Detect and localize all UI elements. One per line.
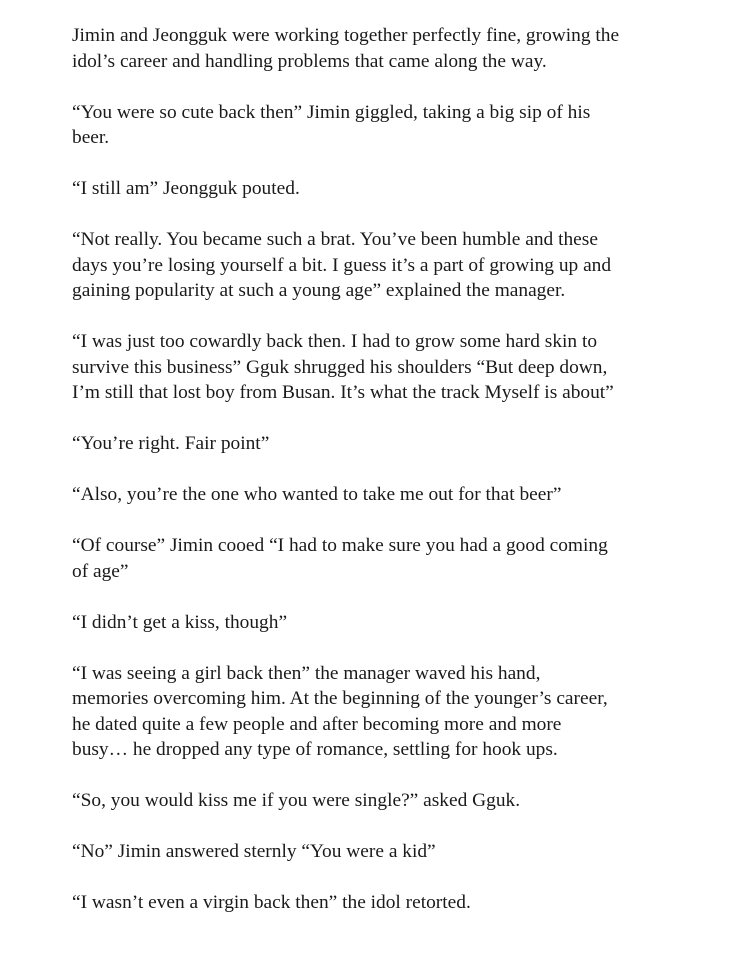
paragraph-line: “Not really. You became such a brat. You’ve been humble and these	[72, 229, 598, 250]
paragraph	[72, 610, 710, 636]
paragraph	[72, 533, 710, 584]
paragraph	[72, 431, 710, 457]
paragraph-line: “You were so cute back then” Jimin giggled, taking a big sip of his	[72, 101, 591, 123]
paragraph	[72, 890, 710, 916]
paragraph	[72, 839, 710, 865]
paragraph	[72, 788, 710, 814]
paragraph-line: “So, you would kiss me if you were single?” asked Gguk.	[72, 790, 521, 811]
paragraph-line: “I was seeing a girl back then” the manager waved his hand,	[72, 662, 541, 684]
paragraph	[72, 227, 710, 304]
paragraph	[72, 329, 710, 406]
paragraph-line: I’m still that lost boy from Busan. It’s what the track Myself is about”	[72, 382, 614, 403]
paragraph-line: survive this business” Gguk shrugged his shoulders “But deep down,	[72, 356, 608, 378]
paragraph-line: Jimin and Jeongguk were working together perfectly fine, growing the	[72, 25, 620, 46]
paragraph-line: beer.	[72, 127, 110, 148]
paragraph-line: days you’re losing yourself a bit. I guess it’s a part of growing up and	[72, 254, 612, 276]
paragraph-line: “Also, you’re the one who wanted to take me out for that beer”	[72, 484, 562, 505]
document-body	[72, 23, 710, 916]
paragraph-line: “I was just too cowardly back then. I had to grow some hard skin to	[72, 331, 598, 352]
paragraph	[72, 482, 710, 508]
paragraph-line: idol’s career and handling problems that came along the way.	[72, 50, 547, 72]
paragraph-line: memories overcoming him. At the beginning of the younger’s career,	[72, 688, 608, 709]
paragraph-line: “No” Jimin answered sternly “You were a kid”	[72, 841, 436, 862]
paragraph-line: “I still am” Jeongguk pouted.	[72, 178, 300, 199]
paragraph-line: he dated quite a few people and after becoming more and more	[72, 713, 562, 735]
paragraph	[72, 100, 710, 151]
paragraph-line: gaining popularity at such a young age” explained the manager.	[72, 280, 566, 301]
paragraph	[72, 23, 710, 74]
paragraph-line: “I didn’t get a kiss, though”	[72, 611, 288, 633]
paragraph	[72, 176, 710, 202]
paragraph-line: “Of course” Jimin cooed “I had to make sure you had a good coming	[72, 535, 608, 556]
paragraph-line: of age”	[72, 560, 129, 582]
paragraph-line: “You’re right. Fair point”	[72, 433, 270, 454]
paragraph	[72, 661, 710, 763]
paragraph-line: busy… he dropped any type of romance, settling for hook ups.	[72, 739, 558, 760]
paragraph-line: “I wasn’t even a virgin back then” the idol retorted.	[72, 892, 471, 913]
